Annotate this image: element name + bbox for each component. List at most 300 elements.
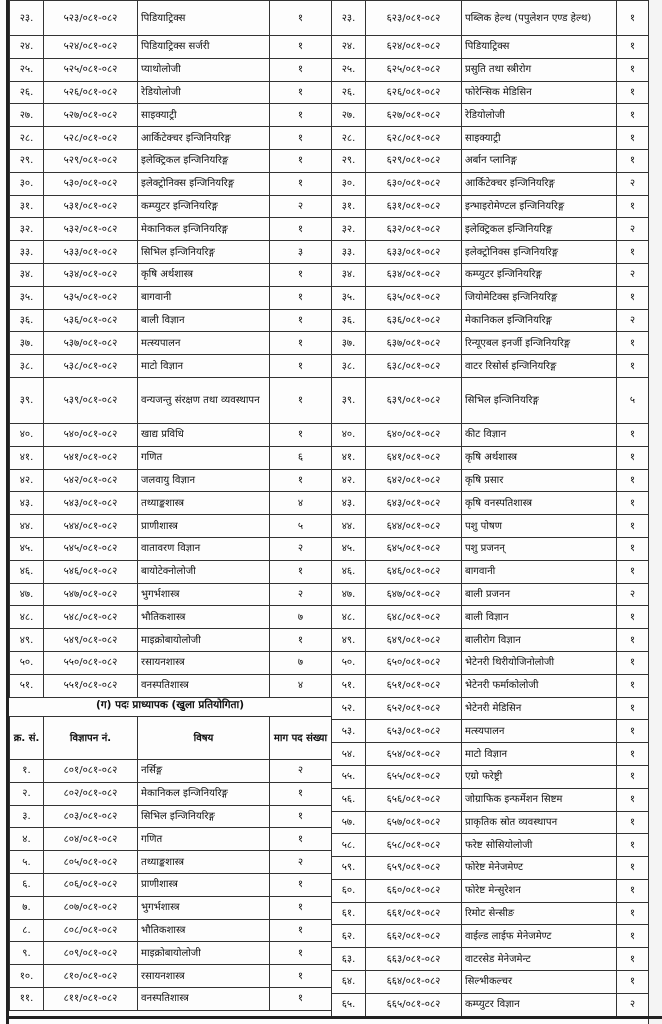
post-count-cell: १ <box>617 879 649 902</box>
subject-cell: माटो विज्ञान <box>138 355 270 378</box>
serial-cell: ४३. <box>332 492 366 515</box>
table-row <box>332 423 649 446</box>
subject-cell: कृषि अर्थशास्त्र <box>138 263 270 286</box>
subject-cell: जलवायु विज्ञान <box>138 469 270 492</box>
ad-number-cell: ५४५/०८१-०८२ <box>44 537 138 560</box>
post-count-cell: ५ <box>617 377 649 423</box>
ad-number-cell: ५२५/०८१-०८२ <box>44 58 138 81</box>
subject-cell: प्राकृतिक स्रोत व्यवस्थापन <box>462 811 617 834</box>
table-row <box>332 583 649 606</box>
subject-cell: भुगर्भशास्त्र <box>138 583 270 606</box>
serial-cell: ३९. <box>10 377 44 423</box>
ad-number-cell: ६५४/०८१-०८२ <box>366 743 462 766</box>
ad-number-cell: ५३२/०८१-०८२ <box>44 218 138 241</box>
subject-cell: आर्किटेक्चर इन्जिनियरिङ्ग <box>138 127 270 150</box>
ad-number-cell: ६२४/०८१-०८२ <box>366 36 462 59</box>
post-count-cell: ४ <box>270 674 332 697</box>
table-row <box>10 560 332 583</box>
ad-number-cell: ५२७/०८१-०८२ <box>44 104 138 127</box>
post-count-cell: १ <box>270 987 332 1010</box>
subject-cell: प्रसुति तथा स्त्रीरोग <box>462 58 617 81</box>
table-row <box>10 309 332 332</box>
serial-cell: ३५. <box>332 286 366 309</box>
post-count-cell: १ <box>270 218 332 241</box>
table-row <box>332 788 649 811</box>
subject-cell: मत्स्यपालन <box>462 720 617 743</box>
serial-cell: २५. <box>332 58 366 81</box>
serial-cell: ६१. <box>332 902 366 925</box>
serial-cell: २४. <box>10 36 44 59</box>
post-count-cell: १ <box>270 942 332 965</box>
subject-cell: पशु प्रजनन् <box>462 537 617 560</box>
ad-number-cell: ८०४/०८१-०८२ <box>44 828 138 851</box>
page-bottom-rule <box>6 1016 662 1019</box>
subject-cell: भौतिकशास्त्र <box>138 919 270 942</box>
serial-cell: ५८. <box>332 834 366 857</box>
post-count-cell: १ <box>270 36 332 59</box>
subject-cell: सिभिल इन्जिनियरिङ्ग <box>138 241 270 264</box>
subject-cell: साइक्याट्री <box>138 104 270 127</box>
serial-cell: ४२. <box>332 469 366 492</box>
ad-number-cell: ५२६/०८१-०८२ <box>44 81 138 104</box>
ad-number-cell: ६४६/०८१-०८२ <box>366 560 462 583</box>
table-row <box>332 149 649 172</box>
ad-number-cell: ५४३/०८१-०८२ <box>44 492 138 515</box>
post-count-cell: १ <box>617 104 649 127</box>
ad-number-cell: ६५५/०८१-०८२ <box>366 765 462 788</box>
subject-cell: बाली प्रजनन <box>462 583 617 606</box>
table-row <box>332 469 649 492</box>
table-row <box>332 993 649 1016</box>
post-count-cell: १ <box>617 469 649 492</box>
post-count-cell: २ <box>617 993 649 1016</box>
post-count-cell: १ <box>617 515 649 538</box>
table-row <box>10 782 332 805</box>
serial-cell: ३०. <box>332 172 366 195</box>
table-row <box>10 286 332 309</box>
ad-number-cell: ६३६/०८१-०८२ <box>366 309 462 332</box>
table-row <box>332 834 649 857</box>
serial-cell: ६. <box>10 873 44 896</box>
ad-number-cell: ६५३/०८१-०८२ <box>366 720 462 743</box>
ad-number-cell: ५३१/०८१-०८२ <box>44 195 138 218</box>
serial-cell: ४०. <box>332 423 366 446</box>
serial-cell: ५९. <box>332 857 366 880</box>
subject-cell: फोरेन्सिक मेडिसिन <box>462 81 617 104</box>
post-count-cell: २ <box>270 760 332 783</box>
post-count-cell: १ <box>617 925 649 948</box>
ad-number-cell: ८०९/०८१-०८२ <box>44 942 138 965</box>
subject-cell: रेडियोलोजी <box>138 81 270 104</box>
post-count-cell: १ <box>270 919 332 942</box>
ad-number-cell: ६५२/०८१-०८२ <box>366 697 462 720</box>
ad-number-cell: ५४०/०८१-०८२ <box>44 423 138 446</box>
ad-number-cell: ८०५/०८१-०८२ <box>44 851 138 874</box>
table-row <box>10 104 332 127</box>
subject-cell: फरेष्ट सोसियोलोजी <box>462 834 617 857</box>
post-count-cell: १ <box>270 629 332 652</box>
ad-number-cell: ६५९/०८१-०८२ <box>366 857 462 880</box>
table-row <box>10 805 332 828</box>
ad-number-cell: ५४८/०८१-०८२ <box>44 606 138 629</box>
ad-number-cell: ६४७/०८१-०८२ <box>366 583 462 606</box>
ad-number-cell: ५३९/०८१-०८२ <box>44 377 138 423</box>
post-count-cell: १ <box>617 902 649 925</box>
serial-cell: २७. <box>10 104 44 127</box>
ad-number-cell: ६३२/०८१-०८२ <box>366 218 462 241</box>
serial-cell: ४८. <box>332 606 366 629</box>
post-count-cell: १ <box>617 971 649 994</box>
ad-number-cell: ६२६/०८१-०८२ <box>366 81 462 104</box>
table-row <box>332 377 649 423</box>
subject-cell: कृषि प्रसार <box>462 469 617 492</box>
subject-cell: वन्यजन्तु संरक्षण तथा व्यवस्थापन <box>138 377 270 423</box>
table-row <box>10 58 332 81</box>
serial-cell: ४. <box>10 828 44 851</box>
table-row <box>10 537 332 560</box>
table-row <box>10 81 332 104</box>
table-row <box>332 674 649 697</box>
post-count-cell: १ <box>617 948 649 971</box>
table-row <box>332 515 649 538</box>
post-count-cell: ७ <box>270 606 332 629</box>
subject-cell: जोग्राफिक इन्फर्मेशन सिष्टम <box>462 788 617 811</box>
table-row <box>332 811 649 834</box>
post-count-cell: १ <box>270 355 332 378</box>
subject-cell: फोरेष्ट मेन्सुरेशन <box>462 879 617 902</box>
post-count-cell: १ <box>617 720 649 743</box>
table-row <box>10 760 332 783</box>
post-count-cell: १ <box>617 241 649 264</box>
post-count-cell: १ <box>617 1 649 36</box>
subject-cell: माटो विज्ञान <box>462 743 617 766</box>
subject-cell: वनस्पतिशास्त्र <box>138 987 270 1010</box>
subject-cell: फोरेष्ट मेनेजमेण्ट <box>462 857 617 880</box>
serial-cell: २४. <box>332 36 366 59</box>
serial-cell: ४९. <box>10 629 44 652</box>
ad-number-cell: ५४१/०८१-०८२ <box>44 446 138 469</box>
post-count-cell: १ <box>617 355 649 378</box>
subject-cell: साइक्याट्री <box>462 127 617 150</box>
post-count-cell: १ <box>617 332 649 355</box>
table-row <box>332 948 649 971</box>
table-row <box>332 1 649 36</box>
post-count-cell: १ <box>270 81 332 104</box>
header-serial: क्र. सं. <box>10 717 44 760</box>
serial-cell: ३३. <box>10 241 44 264</box>
ad-number-cell: ६६१/०८१-०८२ <box>366 902 462 925</box>
post-count-cell: १ <box>270 782 332 805</box>
subject-cell: भौतिकशास्त्र <box>138 606 270 629</box>
subject-cell: आर्किटेक्चर इन्जिनियरिङ्ग <box>462 172 617 195</box>
subject-cell: रसायनशास्त्र <box>138 965 270 988</box>
post-count-cell: २ <box>617 218 649 241</box>
subject-cell: तथ्याङ्कशास्त्र <box>138 492 270 515</box>
table-row <box>332 743 649 766</box>
serial-cell: ५६. <box>332 788 366 811</box>
serial-cell: २६. <box>10 81 44 104</box>
ad-number-cell: ५२३/०८१-०८२ <box>44 1 138 36</box>
post-count-cell: २ <box>617 583 649 606</box>
serial-cell: ३८. <box>332 355 366 378</box>
ad-number-cell: ६३४/०८१-०८२ <box>366 263 462 286</box>
serial-cell: ५७. <box>332 811 366 834</box>
serial-cell: २९. <box>10 149 44 172</box>
ad-number-cell: ६४३/०८१-०८२ <box>366 492 462 515</box>
table-row <box>10 1 332 36</box>
table-row <box>332 241 649 264</box>
subject-cell: इन्भाइरोमेण्टल इन्जिनियरिङ्ग <box>462 195 617 218</box>
ad-number-cell: ५३०/०८१-०८२ <box>44 172 138 195</box>
serial-cell: ४२. <box>10 469 44 492</box>
serial-cell: ३६. <box>10 309 44 332</box>
post-count-cell: १ <box>617 286 649 309</box>
post-count-cell: १ <box>270 873 332 896</box>
serial-cell: ४०. <box>10 423 44 446</box>
ad-number-cell: ६३९/०८१-०८२ <box>366 377 462 423</box>
post-count-cell: १ <box>617 195 649 218</box>
post-count-cell: १ <box>617 446 649 469</box>
table-row <box>10 355 332 378</box>
section-ga-title: (ग) पदः प्राध्यापक (खुला प्रतियोगिता) <box>95 699 245 711</box>
serial-cell: २. <box>10 782 44 805</box>
ad-number-cell: ८०८/०८१-०८२ <box>44 919 138 942</box>
ad-number-cell: ६४१/०८१-०८२ <box>366 446 462 469</box>
serial-cell: ४६. <box>10 560 44 583</box>
ad-number-cell: ६६२/०८१-०८२ <box>366 925 462 948</box>
table-row <box>10 873 332 896</box>
subject-cell: तथ्याङ्कशास्त्र <box>138 851 270 874</box>
subject-cell: रेडियोलोजी <box>462 104 617 127</box>
table-row <box>332 355 649 378</box>
table-row <box>10 241 332 264</box>
serial-cell: ३७. <box>332 332 366 355</box>
post-count-cell: २ <box>270 537 332 560</box>
post-count-cell: १ <box>617 58 649 81</box>
subject-cell: कम्प्युटर इन्जिनियरिङ्ग <box>462 263 617 286</box>
table-row <box>332 560 649 583</box>
table-row <box>10 987 332 1010</box>
post-count-cell: १ <box>270 172 332 195</box>
subject-cell: पब्लिक हेल्थ (पपुलेशन एण्ड हेल्थ) <box>462 1 617 36</box>
ad-number-cell: ५४२/०८१-०८२ <box>44 469 138 492</box>
ad-number-cell: ६५०/०८१-०८२ <box>366 651 462 674</box>
ad-number-cell: ६२३/०८१-०८२ <box>366 1 462 36</box>
post-count-cell: १ <box>617 697 649 720</box>
serial-cell: ४७. <box>332 583 366 606</box>
post-count-cell: २ <box>270 851 332 874</box>
post-count-cell: ६ <box>270 446 332 469</box>
serial-cell: २९. <box>332 149 366 172</box>
table-row <box>10 606 332 629</box>
serial-cell: २३. <box>10 1 44 36</box>
subject-cell: सिल्भीकल्चर <box>462 971 617 994</box>
post-count-cell: १ <box>617 834 649 857</box>
post-count-cell: १ <box>270 149 332 172</box>
table-row <box>10 263 332 286</box>
table-row <box>10 423 332 446</box>
subject-cell: वनस्पतिशास्त्र <box>138 674 270 697</box>
serial-cell: ५४. <box>332 743 366 766</box>
subject-cell: कम्प्युटर इन्जिनियरिङ्ग <box>138 195 270 218</box>
post-count-cell: १ <box>617 423 649 446</box>
post-count-cell: २ <box>617 172 649 195</box>
ad-number-cell: ६६३/०८१-०८२ <box>366 948 462 971</box>
subject-cell: पिडियाट्रिक्स <box>138 1 270 36</box>
table-row <box>332 446 649 469</box>
ad-number-cell: ५३७/०८१-०८२ <box>44 332 138 355</box>
ad-number-cell: ६३३/०८१-०८२ <box>366 241 462 264</box>
header-subject: विषय <box>138 717 270 760</box>
ad-number-cell: ६३७/०८१-०८२ <box>366 332 462 355</box>
ad-number-cell: ५३८/०८१-०८२ <box>44 355 138 378</box>
ad-number-cell: ५३५/०८१-०८२ <box>44 286 138 309</box>
table-row <box>10 583 332 606</box>
table-row <box>10 332 332 355</box>
subject-cell: बायोटेक्नोलोजी <box>138 560 270 583</box>
serial-cell: ३३. <box>332 241 366 264</box>
serial-cell: १. <box>10 760 44 783</box>
ad-number-cell: ८०१/०८१-०८२ <box>44 760 138 783</box>
post-count-cell: १ <box>617 492 649 515</box>
subject-cell: वाईल्ड लाईफ मेनेजमेण्ट <box>462 925 617 948</box>
post-count-cell: १ <box>270 469 332 492</box>
serial-cell: ४७. <box>10 583 44 606</box>
ad-number-cell: ८०६/०८१-०८२ <box>44 873 138 896</box>
subject-cell: भेटेनरी फर्माकोलोजी <box>462 674 617 697</box>
header-post-count: माग पद संख्या <box>270 717 332 760</box>
post-count-cell: १ <box>617 811 649 834</box>
serial-cell: ५५. <box>332 765 366 788</box>
table-row <box>10 195 332 218</box>
post-count-cell: १ <box>270 896 332 919</box>
table-row <box>10 172 332 195</box>
subject-cell: भुगर्भशास्त्र <box>138 896 270 919</box>
table-row <box>10 896 332 919</box>
ad-number-cell: ६५७/०८१-०८२ <box>366 811 462 834</box>
ad-number-cell: ५२९/०८१-०८२ <box>44 149 138 172</box>
table-row <box>332 309 649 332</box>
serial-cell: ६४. <box>332 971 366 994</box>
table-row <box>10 36 332 59</box>
ad-number-cell: ६३५/०८१-०८२ <box>366 286 462 309</box>
header-ad-number: विज्ञापन नं. <box>44 717 138 760</box>
serial-cell: ५१. <box>332 674 366 697</box>
serial-cell: ४८. <box>10 606 44 629</box>
post-count-cell: ३ <box>270 241 332 264</box>
subject-cell: कीट विज्ञान <box>462 423 617 446</box>
serial-cell: ९. <box>10 942 44 965</box>
serial-cell: ३१. <box>332 195 366 218</box>
post-count-cell: ७ <box>270 651 332 674</box>
post-count-cell: १ <box>270 560 332 583</box>
serial-cell: ३४. <box>332 263 366 286</box>
serial-cell: ४१. <box>10 446 44 469</box>
serial-cell: ४४. <box>10 515 44 538</box>
subject-cell: बाली विज्ञान <box>462 606 617 629</box>
ad-number-cell: ६४४/०८१-०८२ <box>366 515 462 538</box>
serial-cell: ५. <box>10 851 44 874</box>
subject-cell: कृषि अर्थशास्त्र <box>462 446 617 469</box>
table-row <box>332 332 649 355</box>
subject-cell: एग्रो फरेष्ट्री <box>462 765 617 788</box>
post-count-cell: १ <box>617 537 649 560</box>
subject-cell: सिभिल इन्जिनियरिङ्ग <box>462 377 617 423</box>
post-count-cell: १ <box>270 309 332 332</box>
serial-cell: २८. <box>332 127 366 150</box>
table-row <box>332 651 649 674</box>
table-row <box>332 537 649 560</box>
ad-number-cell: ५४६/०८१-०८२ <box>44 560 138 583</box>
post-count-cell: १ <box>270 423 332 446</box>
subject-cell: भेटेनरी मेडिसिन <box>462 697 617 720</box>
serial-cell: ५०. <box>10 651 44 674</box>
table-row <box>332 81 649 104</box>
post-count-cell: १ <box>617 606 649 629</box>
post-count-cell: १ <box>270 104 332 127</box>
ad-number-cell: ८११/०८१-०८२ <box>44 987 138 1010</box>
subject-cell: गणित <box>138 446 270 469</box>
post-count-cell: १ <box>270 1 332 36</box>
serial-cell: ३२. <box>332 218 366 241</box>
post-count-cell: १ <box>270 377 332 423</box>
table-row <box>332 879 649 902</box>
table-header-row <box>10 717 332 760</box>
subject-cell: इलेक्ट्रोनिक्स इन्जिनियरिङ्ग <box>138 172 270 195</box>
table-row <box>332 127 649 150</box>
serial-cell: ३१. <box>10 195 44 218</box>
ad-number-cell: ५२४/०८१-०८२ <box>44 36 138 59</box>
ad-number-cell: ६३८/०८१-०८२ <box>366 355 462 378</box>
table-row <box>10 127 332 150</box>
post-count-cell: २ <box>270 195 332 218</box>
serial-cell: ३८. <box>10 355 44 378</box>
serial-cell: २३. <box>332 1 366 36</box>
subject-cell: भेटेनरी थिरीयोजिनोलोजी <box>462 651 617 674</box>
ad-number-cell: ८०७/०८१-०८२ <box>44 896 138 919</box>
ad-number-cell: ६३०/०८१-०८२ <box>366 172 462 195</box>
subject-cell: रिन्यूएबल इनर्जी इन्जिनियरिङ्ग <box>462 332 617 355</box>
subject-cell: पिडियाट्रिक्स सर्जरी <box>138 36 270 59</box>
table-row <box>10 651 332 674</box>
serial-cell: ३९. <box>332 377 366 423</box>
table-row <box>332 263 649 286</box>
serial-cell: ५३. <box>332 720 366 743</box>
subject-cell: कृषि वनस्पतिशास्त्र <box>462 492 617 515</box>
ad-number-cell: ८०३/०८१-०८२ <box>44 805 138 828</box>
ad-number-cell: ६६४/०८१-०८२ <box>366 971 462 994</box>
ad-number-cell: ५३४/०८१-०८२ <box>44 263 138 286</box>
subject-cell: इलेक्ट्रिकल इन्जिनियरिङ्ग <box>462 218 617 241</box>
serial-cell: ३६. <box>332 309 366 332</box>
ad-number-cell: ६३१/०८१-०८२ <box>366 195 462 218</box>
table-row <box>332 902 649 925</box>
post-count-cell: ५ <box>270 515 332 538</box>
table-row <box>10 942 332 965</box>
serial-cell: ४५. <box>10 537 44 560</box>
table-row <box>10 919 332 942</box>
serial-cell: २६. <box>332 81 366 104</box>
ad-number-cell: ५५१/०८१-०८२ <box>44 674 138 697</box>
ad-number-cell: ६५१/०८१-०८२ <box>366 674 462 697</box>
post-count-cell: १ <box>270 127 332 150</box>
serial-cell: ३५. <box>10 286 44 309</box>
ad-number-cell: ८०२/०८१-०८२ <box>44 782 138 805</box>
ad-number-cell: ६४२/०८१-०८२ <box>366 469 462 492</box>
post-count-cell: १ <box>617 629 649 652</box>
right-vacancy-table <box>331 0 649 1017</box>
post-count-cell: १ <box>617 149 649 172</box>
